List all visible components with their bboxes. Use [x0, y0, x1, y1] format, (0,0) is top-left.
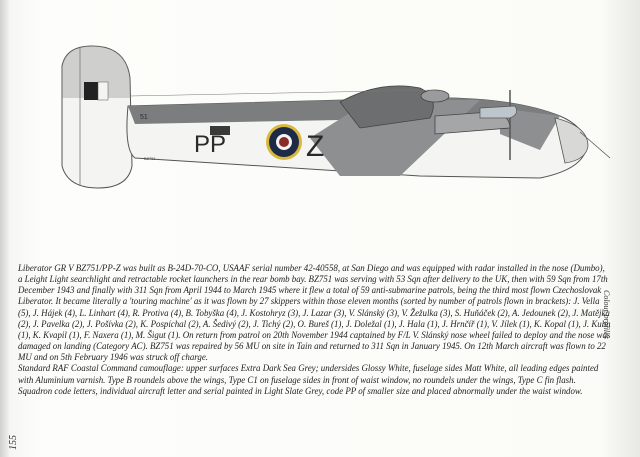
fin-flash-light: [98, 82, 108, 100]
profile-caption: [18, 263, 611, 397]
caption-camouflage: Standard RAF Coastal Command camouflage: upper surfaces Extra Dark Sea Grey; undersides Glossy White, fuselage sides Matt White, all leading edges painted with Aluminium varnish. Type B roundels above the wings, Type C1 on fuselage sides in front of waist window, no roundels under the wings, Type C fin flash. Squadron code letters, individual aircraft letter and serial painted in Light Slate Grey, code PP of smaller size and placed abnormally under the waist window.: [18, 363, 599, 396]
top-turret: [421, 90, 449, 102]
section-label: Colour profiles: [602, 290, 611, 339]
fin-number: 51: [140, 114, 148, 121]
code-pp: PP: [194, 131, 227, 158]
page-number: 155: [8, 435, 19, 450]
aircraft-profile: [40, 38, 620, 198]
cockpit-glazing: [480, 106, 517, 118]
code-z: Z: [306, 130, 325, 163]
fin-flash-dark: [84, 82, 98, 100]
caption-history: Liberator GR V BZ751/PP-Z was built as B-24D-70-CO, USAAF serial number 42-40558, at San Diego and was equipped with radar installed in the nose (Dumbo), a Leight Light searchlight and retractable rocket launchers in the rear bomb bay. BZ751 was serving with 53 Sqn after delivery to the UK, then with 59 Sqn from 17th December 1943 and finally with 311 Sqn from April 1944 to March 1945 where it flew a total of 59 anti-submarine patrols, being the third most flown Czechoslovak Liberator. It became literally a 'touring machine' as it was flown by 27 skippers within those eleven months (sorted by number of patrols flown in brackets): J. Vella (5), J. Hájek (4), L. Linhart (4), R. Protiva (4), B. Tobyška (4), J. Kostohryz (3), J. Lazar (3), V. Slánský (3), V. Žežulka (3), S. Huňáček (2), A. Jedounek (2), J. Matějka (2), J. Pavelka (2), J. Pošívka (2), K. Pospíchal (2), A. Šedivý (2), J. Tichý (2), O. Bureš (1), J. Doležal (1), J. Hala (1), J. Hrnčíř (1), V. Jílek (1), K. Kopal (1), J. Kuhn (1), K. Kvapil (1), F. Naxera (1), M. Šigut (1). On return from patrol on 20th November 1944 captained by F/L V. Slánský nose wheel failed to deploy and the nose was damaged on landing (Category AC). BZ751 was repaired by 56 MU on site in Tain and returned to 311 Sqn in January 1945. On 12th March aircraft was flown to 22 MU and on 5th February 1946 was struck off charge.: [18, 263, 611, 363]
serial: BZ751: [144, 156, 156, 161]
roundel-red: [279, 137, 289, 147]
